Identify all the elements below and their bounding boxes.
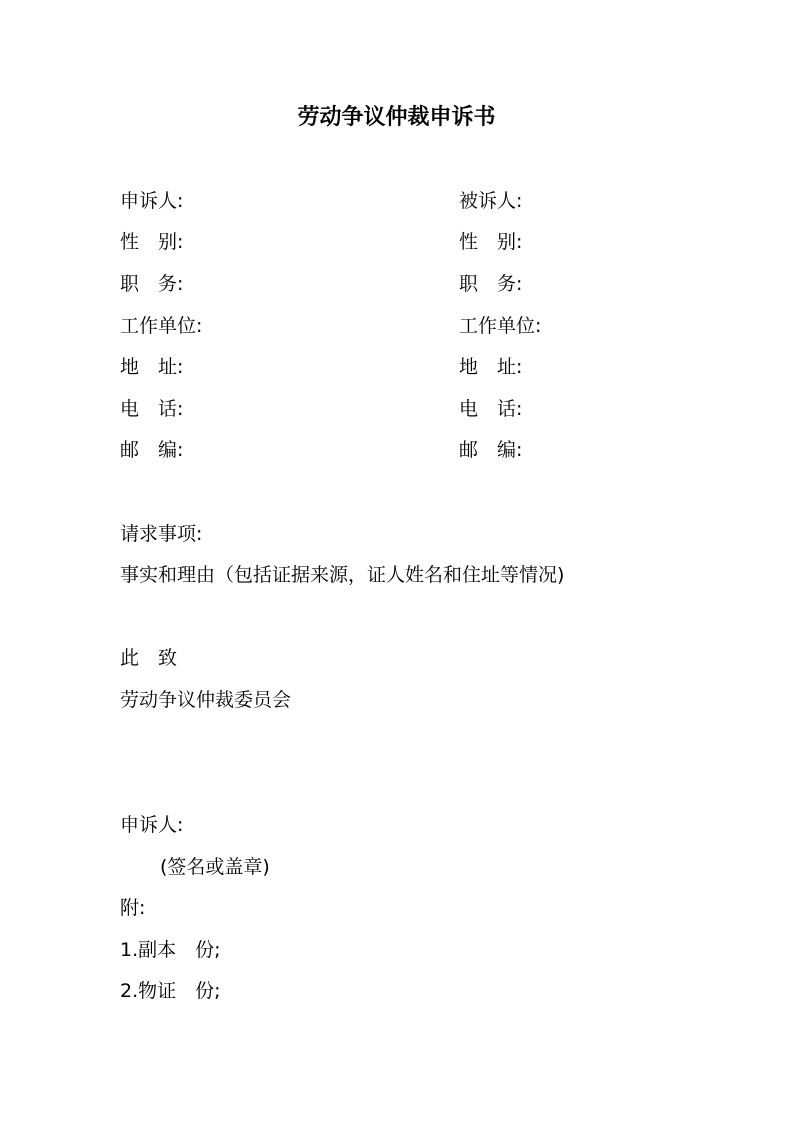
respondent-name-label: 被诉人: [459,190,523,212]
complainant-position-label: 职 务: [120,273,184,295]
respondent-postcode-label: 邮 编: [459,439,523,461]
salutation: 此 致 [120,647,178,669]
sign-note: (签名或盖章) [160,856,270,878]
recipient: 劳动争议仲裁委员会 [120,689,292,711]
signer-label: 申诉人: [120,814,184,836]
respondent-position-label: 职 务: [459,273,523,295]
complainant-name-label: 申诉人: [120,190,184,212]
complainant-address-label: 地 址: [120,356,184,378]
complainant-gender-label: 性 别: [120,231,184,253]
complainant-phone-label: 电 话: [120,398,184,420]
document-title: 劳动争议仲裁申诉书 [297,105,496,130]
attachment-item: 2.物证 份; [120,980,221,1002]
respondent-phone-label: 电 话: [459,398,523,420]
attachments-label: 附: [120,897,146,919]
attachment-item: 1.副本 份; [120,939,221,961]
complainant-employer-label: 工作单位: [120,315,203,337]
facts-label: 事实和理由（包括证据来源，证人姓名和住址等情况) [120,564,565,586]
claims-label: 请求事项: [120,523,203,545]
complainant-postcode-label: 邮 编: [120,439,184,461]
respondent-address-label: 地 址: [459,356,523,378]
respondent-gender-label: 性 别: [459,231,523,253]
respondent-employer-label: 工作单位: [459,315,542,337]
